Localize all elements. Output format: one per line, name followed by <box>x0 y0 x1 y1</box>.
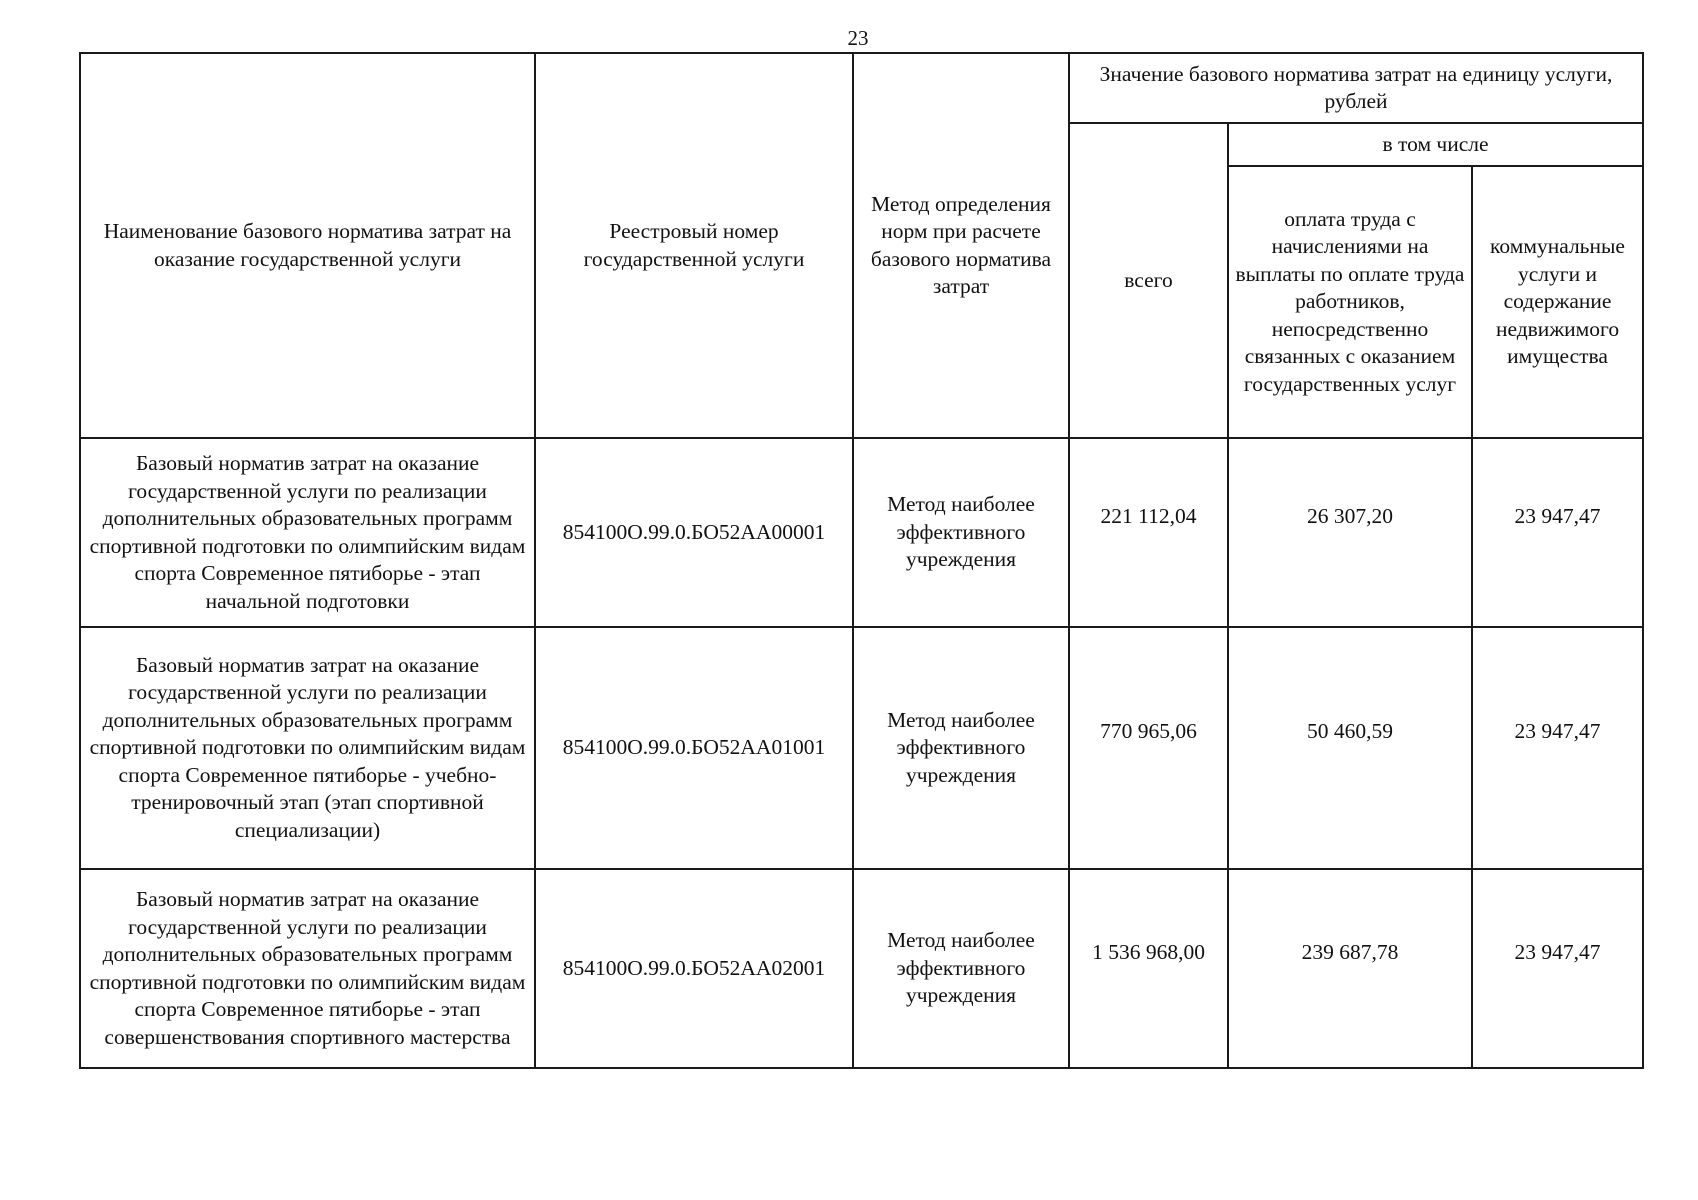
cell-registry-number: 854100О.99.0.БО52АА02001 <box>535 869 853 1068</box>
cell-labor <box>1228 627 1472 869</box>
header-row-top <box>80 53 1643 123</box>
cell-total <box>1069 438 1228 627</box>
cell-total <box>1069 627 1228 869</box>
header-utilities-cost: коммунальные услуги и содержание недвижимого имущества <box>1472 166 1643 438</box>
cell-method: Метод наиболее эффективного учреждения <box>853 869 1069 1068</box>
header-method: Метод определения норм при расчете базового норматива затрат <box>853 53 1069 438</box>
header-total: всего <box>1069 123 1228 438</box>
header-including: в том числе <box>1228 123 1643 166</box>
cell-utilities <box>1472 869 1643 1068</box>
table-row <box>80 438 1643 627</box>
header-labor-cost: оплата труда с начислениями на выплаты по оплате труда работников, непосредственно связанных с оказанием государственных услуг <box>1228 166 1472 438</box>
cell-total-value: 221 112,04 <box>1100 503 1197 528</box>
cell-total-value: 770 965,06 <box>1100 719 1197 744</box>
base-cost-norm-table <box>79 52 1644 1069</box>
cell-utilities <box>1472 627 1643 869</box>
cell-utilities-value: 23 947,47 <box>1514 939 1601 964</box>
cell-registry-number: 854100О.99.0.БО52АА00001 <box>535 438 853 627</box>
cell-labor-value: 50 460,59 <box>1307 719 1393 744</box>
table-row <box>80 869 1643 1068</box>
header-value-group: Значение базового норматива затрат на единицу услуги, рублей <box>1069 53 1643 123</box>
cell-labor-value: 26 307,20 <box>1307 503 1393 528</box>
cell-norm-name: Базовый норматив затрат на оказание государственной услуги по реализации дополнительных образовательных программ спортивной подготовки по олимпийским видам спорта Современное пятиборье - учебно-тренировочный этап (этап спортивной специализации) <box>80 627 535 869</box>
cell-total <box>1069 869 1228 1068</box>
header-registry-number: Реестровый номер государственной услуги <box>535 53 853 438</box>
cell-utilities-value: 23 947,47 <box>1514 719 1601 744</box>
cell-utilities <box>1472 438 1643 627</box>
cell-utilities-value: 23 947,47 <box>1514 503 1601 528</box>
cell-labor-value: 239 687,78 <box>1301 939 1399 964</box>
table-row <box>80 627 1643 869</box>
cell-registry-number: 854100О.99.0.БО52АА01001 <box>535 627 853 869</box>
header-name: Наименование базового норматива затрат на оказание государственной услуги <box>80 53 535 438</box>
page-number: 23 <box>847 26 869 50</box>
cell-method: Метод наиболее эффективного учреждения <box>853 627 1069 869</box>
cell-total-value: 1 536 968,00 <box>1092 939 1205 964</box>
cell-norm-name: Базовый норматив затрат на оказание государственной услуги по реализации дополнительных образовательных программ спортивной подготовки по олимпийским видам спорта Современное пятиборье - этап начальной подготовки <box>80 438 535 627</box>
cell-labor <box>1228 438 1472 627</box>
cell-labor <box>1228 869 1472 1068</box>
cell-norm-name: Базовый норматив затрат на оказание государственной услуги по реализации дополнительных образовательных программ спортивной подготовки по олимпийским видам спорта Современное пятиборье - этап совершенствования спортивного мастерства <box>80 869 535 1068</box>
cell-method: Метод наиболее эффективного учреждения <box>853 438 1069 627</box>
